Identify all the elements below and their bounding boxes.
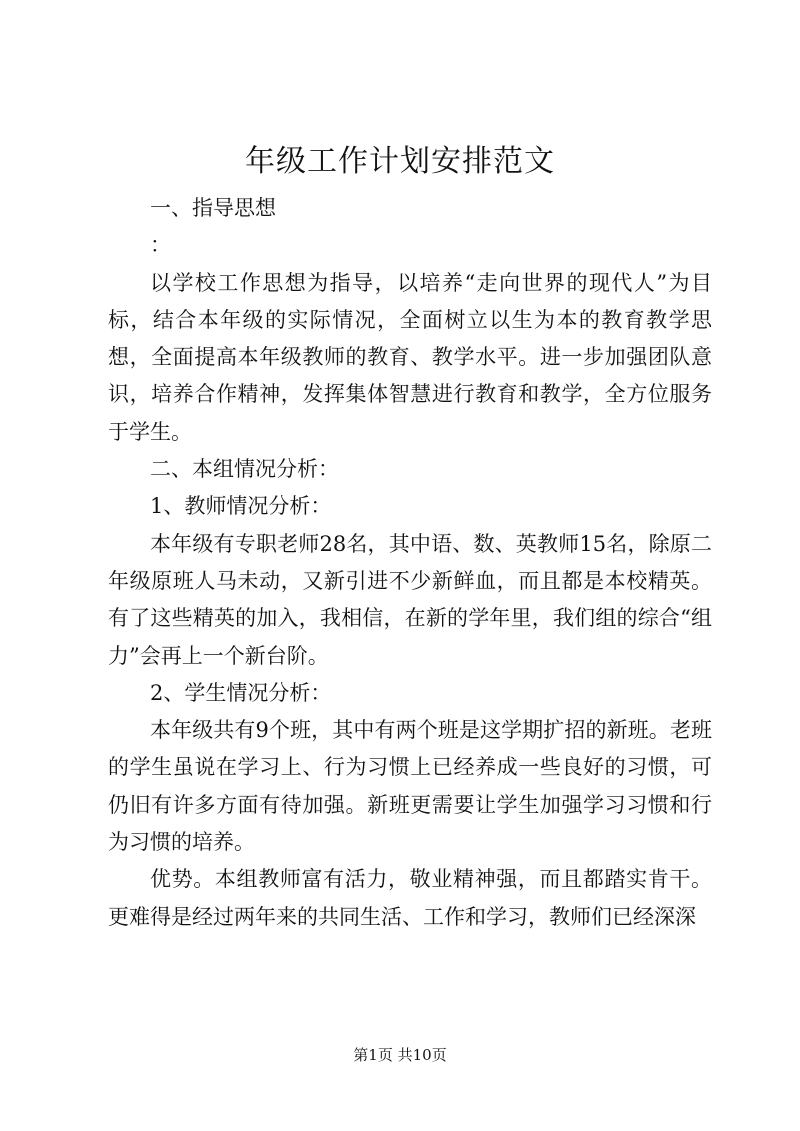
page-footer: 第1页 共10页 (353, 1046, 447, 1064)
section-heading-guiding-ideology: 一、指导思想 (150, 196, 276, 220)
subheading-teacher-analysis: 1、教师情况分析： (150, 494, 332, 519)
document-title: 年级工作计划安排范文 (245, 144, 555, 179)
document-body (108, 190, 712, 936)
paragraph-colon: ： (150, 233, 171, 258)
paragraph-advantages: 优势。本组教师富有活力，敬业精神强，而且都踏实肯干。更难得是经过两年来的共同生活、工作和学习，教师们已经深深 (108, 867, 712, 929)
paragraph-guiding-ideology: 以学校工作思想为指导，以培养“走向世界的现代人”为目标，结合本年级的实际情况，全面树立以生为本的教育教学思想，全面提高本年级教师的教育、教学水平。进一步加强团队意识，培养合作精神，发挥集体智慧进行教育和教学，全方位服务于学生。 (108, 270, 712, 444)
section-heading-group-analysis: 二、本组情况分析： (150, 457, 339, 482)
paragraph-student-analysis: 本年级共有9个班，其中有两个班是这学期扩招的新班。老班的学生虽说在学习上、行为习惯上已经养成一些良好的习惯，可仍旧有许多方面有待加强。新班更需要让学生加强学习习惯和行为习惯的培养。 (108, 718, 712, 855)
paragraph-teacher-analysis: 本年级有专职老师28名，其中语、数、英教师15名，除原二年级原班人马未动，又新引进不少新鲜血，而且都是本校精英。有了这些精英的加入，我相信，在新的学年里，我们组的综合“组力”会再上一个新台阶。 (108, 531, 712, 668)
subheading-student-analysis: 2、学生情况分析： (150, 680, 332, 705)
